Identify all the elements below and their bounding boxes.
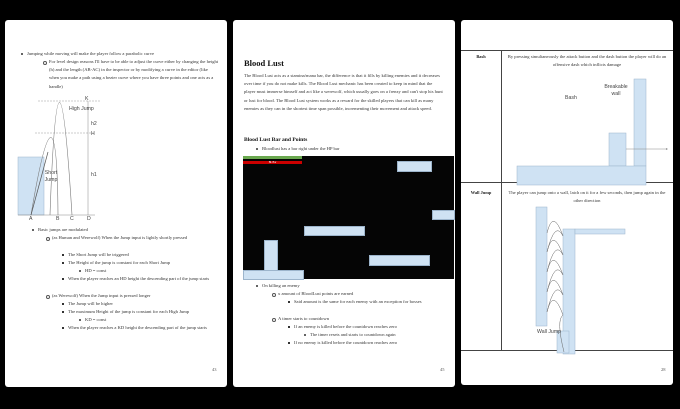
bullet-werewolf-longer: (as Werewolf) When the Jump input is pressed longer xyxy=(52,292,217,300)
label-B: B xyxy=(56,216,60,222)
label-H: H xyxy=(91,131,95,137)
bullet-killing-enemy: On killing an enemy xyxy=(262,282,442,290)
row-label-bash: Bash xyxy=(476,54,486,59)
section-subtitle: Blood Lust Bar and Points xyxy=(244,137,308,143)
bullet-human-werewolf: (as Human and Werewolf) When the Jump input is lightly shortly pressed xyxy=(52,234,212,242)
label-h1: h1 xyxy=(91,172,97,178)
bullet-hd-height: When the player reaches an HD height the descending part of the jump starts xyxy=(68,275,218,283)
blood-lust-paragraph: The Blood Lust acts as a stamina/mana bar, the difference is that it fills by killing enemies and it decreases over time if you do not make kills. The Blood Lust mechanic has been created to keep in mind that the player must immerse himself and act like a werewolf, which usually goes on a frenzy and can't stop his hunt or lust for blood. The Blood Lust system works as a reward for the skilled players that can kill as many enemies as they can in the shortest time span possible, incrementing their movement and attack speed. xyxy=(244,73,443,111)
bullet-short-jump: The Short Jump will be triggered xyxy=(68,251,218,259)
bullet-timer-resets: The timer resets and starts to countdown again xyxy=(310,331,445,339)
bullet-timer-countdown: A timer starts to countdown xyxy=(278,315,443,323)
platform xyxy=(243,270,304,280)
bloodlust-bar-label: BL Bar xyxy=(268,161,277,164)
bullet-enemy-killed-before: If an enemy is killed before the countdown reaches zero xyxy=(294,323,444,331)
platform xyxy=(369,255,430,266)
bullet-bloodlust-bar: Bloodlust has a bar right under the HP bar xyxy=(262,145,442,153)
label-bash: Bash xyxy=(565,95,577,101)
platform xyxy=(432,210,455,220)
document-page-45 xyxy=(233,20,455,387)
bullet-kd-height: When the player reaches a KD height the descending part of the jump starts xyxy=(68,324,218,332)
bullet-basic-jumps: Basic jumps are modulated xyxy=(38,226,218,234)
bullet-jump-higher: The Jump will be higher xyxy=(68,300,218,308)
bullet-no-enemy-killed: If no enemy is killed before the countdown reaches zero xyxy=(294,339,444,347)
bullet-max-height: The maximum Height of the jump is constant for each High Jump xyxy=(68,308,223,316)
document-page-28 xyxy=(461,20,673,385)
label-D: D xyxy=(87,216,91,222)
wall-jump-diagram xyxy=(461,20,673,355)
bullet-points-earned: x amount of BloodLust points are earned xyxy=(278,290,443,298)
page-number: 43 xyxy=(212,367,217,372)
page-number: 45 xyxy=(440,367,445,372)
game-screenshot xyxy=(243,156,454,279)
hp-bar xyxy=(243,156,302,159)
row-desc-bash: By pressing simultaneously the attack button and the dash button the player will do an offensive dash which inflicts damage xyxy=(507,54,667,67)
bullet-kd-const: KD = const xyxy=(85,316,215,324)
label-h2: h2 xyxy=(91,121,97,127)
bullet-height-constant: The Height of the jump is constant for each Short Jump xyxy=(68,259,218,267)
page-number: 28 xyxy=(661,367,666,372)
label-C: C xyxy=(70,216,74,222)
bullet-jumping-parabolic: Jumping while moving will make the player follow a parabolic curve xyxy=(27,50,217,58)
label-A: A xyxy=(29,216,33,222)
platform xyxy=(304,226,365,236)
row-desc-wall-jump: The player can jump onto a wall, latch on it for a few seconds, then jump again in the other direction xyxy=(508,190,666,203)
platform xyxy=(264,240,278,271)
label-K: K xyxy=(85,96,89,102)
bullet-level-design: For level design reasons I'll have to be able to adjust the curve either by changing the height (h) and the length (AB-AC) in the inspector or by modifying a curve in the editor (like when you make a path using a bezier curve where you have three points and one acts as a handle) xyxy=(49,58,219,91)
label-high-jump: High Jump xyxy=(69,106,94,112)
page-title: Blood Lust xyxy=(244,58,284,68)
jump-diagram xyxy=(5,20,227,250)
label-short-jump: Short Jump xyxy=(44,170,58,183)
bullet-same-amount: Said amount is the same for each enemy with an exception for bosses xyxy=(294,298,444,306)
row-label-wall-jump: Wall Jump xyxy=(470,190,492,195)
bullet-hd-const: HD = const xyxy=(85,267,215,275)
label-breakable-wall: Breakable wall xyxy=(604,84,628,97)
platform xyxy=(397,161,432,172)
document-page-43 xyxy=(5,20,227,387)
bloodlust-bar xyxy=(243,161,302,164)
label-wall-jump: Wall Jump xyxy=(537,329,562,335)
